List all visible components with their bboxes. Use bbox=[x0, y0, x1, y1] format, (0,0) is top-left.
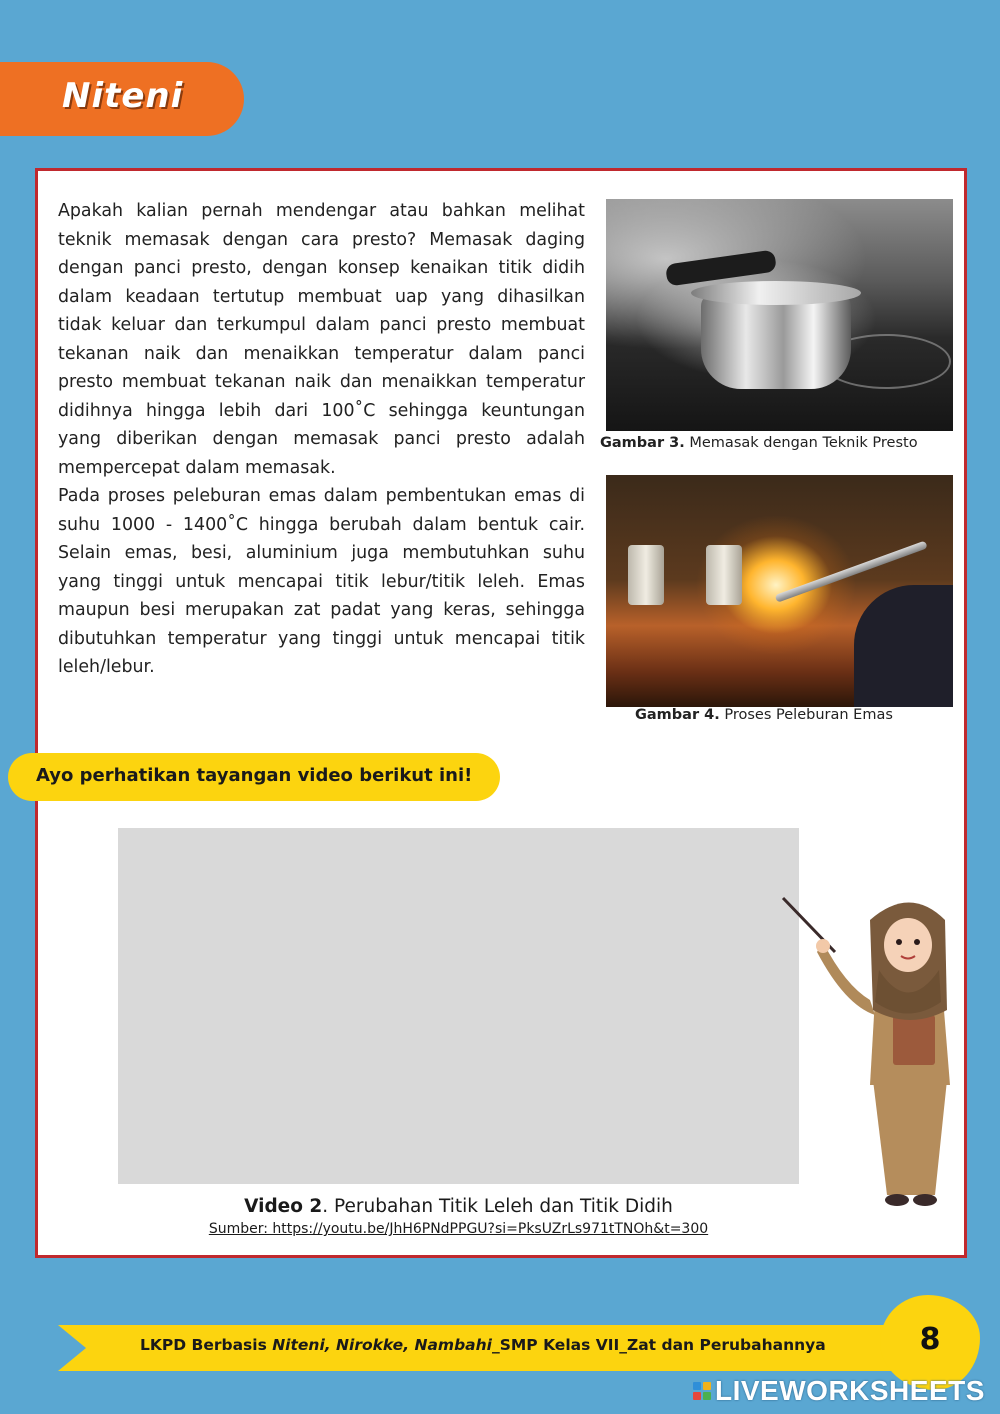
figure-3-text: Memasak dengan Teknik Presto bbox=[684, 435, 918, 451]
figure-4-text: Proses Peleburan Emas bbox=[719, 707, 893, 723]
pressure-cooker-photo bbox=[606, 199, 953, 431]
figure-4-caption bbox=[635, 707, 893, 723]
pot-lid bbox=[691, 281, 861, 305]
figure-3-caption bbox=[600, 435, 918, 451]
footer-suffix: _SMP Kelas VII_Zat dan Perubahannya bbox=[491, 1336, 826, 1354]
page-number: 8 bbox=[919, 1322, 941, 1357]
paragraph-gold-melting: Pada proses peleburan emas dalam pembentukan emas di suhu 1000 - 1400˚C hingga berubah dalam bentuk cair. Selain emas, besi, aluminium juga membutuhkan suhu yang tinggi untuk mencapai titik lebur/titik leleh. Emas maupun besi merupakan zat padat yang keras, sehingga dibutuhkan temperatur yang tinggi untuk mencapai titik leleh/lebur. bbox=[58, 486, 585, 677]
teacher-eye bbox=[914, 939, 920, 945]
teacher-arm bbox=[817, 942, 875, 1015]
footer-text bbox=[140, 1336, 826, 1354]
liveworksheets-grid-icon bbox=[693, 1382, 711, 1400]
video-prompt-banner bbox=[8, 753, 500, 801]
pot-body bbox=[701, 294, 851, 389]
liveworksheets-text: LIVEWORKSHEETS bbox=[715, 1375, 985, 1406]
section-title: Niteni bbox=[62, 76, 184, 116]
video-caption bbox=[118, 1196, 799, 1217]
footer-italic: Niteni, Nirokke, Nambahi bbox=[272, 1336, 492, 1354]
gold-melting-photo bbox=[606, 475, 953, 707]
teacher-illustration bbox=[775, 890, 965, 1215]
video-player[interactable] bbox=[118, 828, 799, 1184]
liveworksheets-logo bbox=[693, 1376, 985, 1406]
teacher-shoe bbox=[913, 1194, 937, 1206]
teacher-skirt bbox=[873, 1080, 947, 1195]
footer-prefix: LKPD Berbasis bbox=[140, 1336, 273, 1354]
video-source-link[interactable]: Sumber: https://youtu.be/JhH6PNdPPGU?si=PksUZrLs971tTNOh&t=300 bbox=[208, 1221, 709, 1237]
video-prompt-text: Ayo perhatikan tayangan video berikut ini! bbox=[36, 765, 473, 786]
body-text bbox=[58, 197, 585, 682]
teacher-face bbox=[884, 918, 932, 972]
video-title: . Perubahan Titik Leleh dan Titik Didih bbox=[322, 1196, 673, 1217]
figure-4-label: Gambar 4. bbox=[635, 707, 720, 723]
video-label: Video 2 bbox=[244, 1196, 323, 1217]
teacher-hand bbox=[816, 939, 830, 953]
crucible bbox=[628, 545, 664, 605]
teacher-folder bbox=[893, 1015, 935, 1065]
teacher-shoe bbox=[885, 1194, 909, 1206]
section-header-tab bbox=[0, 62, 244, 136]
crucible bbox=[706, 545, 742, 605]
figure-3-label: Gambar 3. bbox=[600, 435, 685, 451]
worker-hand bbox=[854, 585, 953, 707]
paragraph-presto: Apakah kalian pernah mendengar atau bahkan melihat teknik memasak dengan cara presto? Memasak daging dengan panci presto, dengan konsep kenaikan titik didih dalam keadaan tertutup membuat uap yang dihasilkan tidak keluar dan terkumpul dalam panci presto membuat tekanan naik dan menaikkan temperatur dalam panci presto membuat tekanan naik dan menaikkan temperatur didihnya hingga lebih dari 100˚C sehingga keuntungan yang diberikan dengan memasak panci presto adalah mempercepat dalam memasak. bbox=[58, 201, 585, 478]
teacher-eye bbox=[896, 939, 902, 945]
